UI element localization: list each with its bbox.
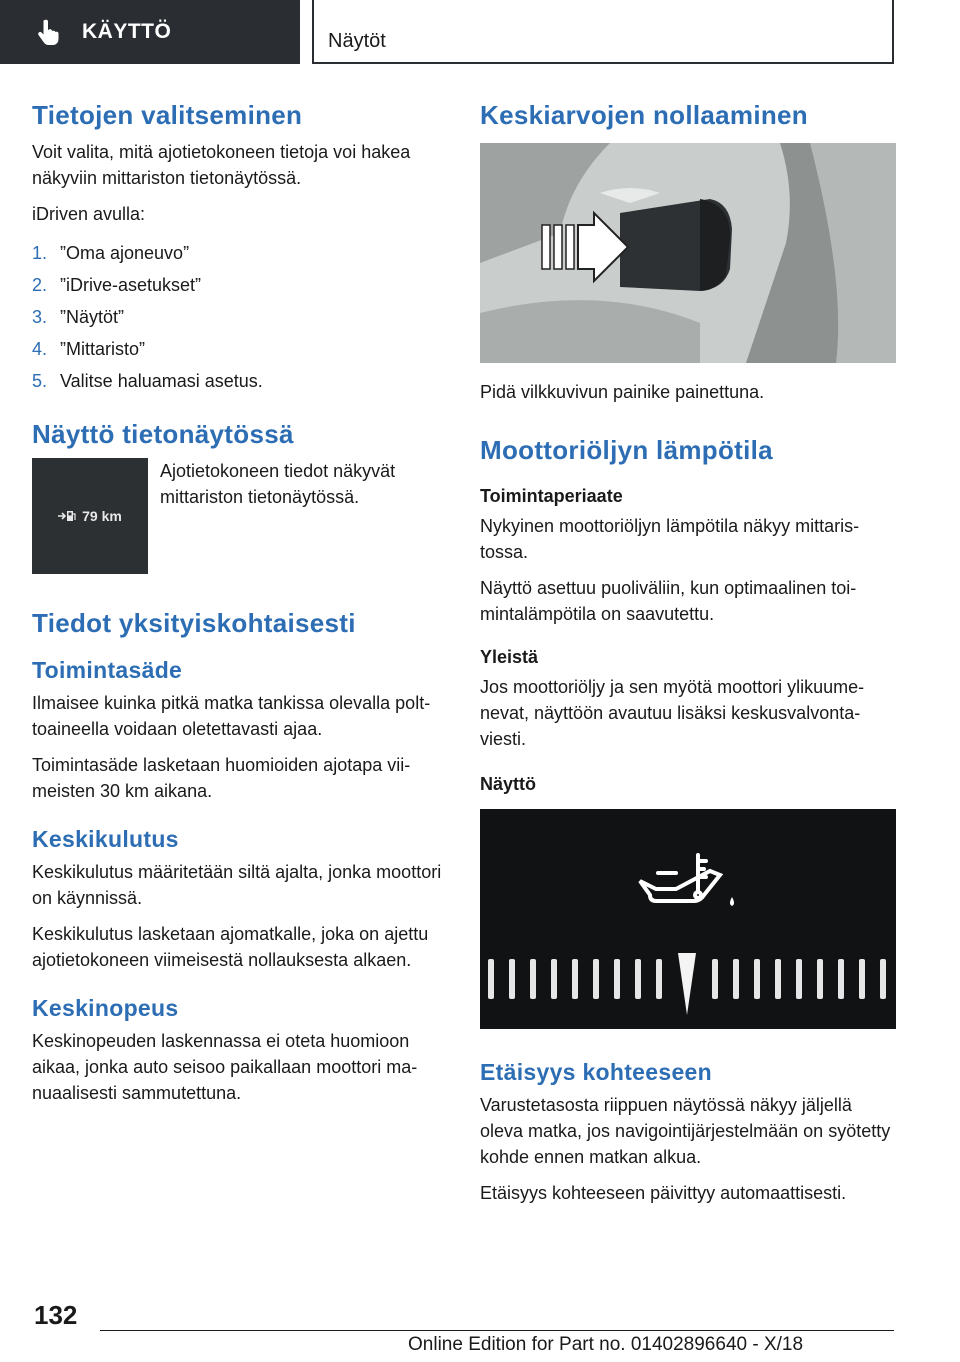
list-item <box>32 333 450 365</box>
step-number: 2. <box>32 275 48 295</box>
oil-temperature-display-figure <box>480 809 896 1029</box>
list-item <box>32 237 450 269</box>
step-text: ”iDrive-asetukset” <box>60 275 202 295</box>
minor-title-display: Näyttö <box>480 774 537 794</box>
page-number: 132 <box>34 1300 78 1330</box>
minor-title-principle: Toimintaperiaate <box>480 486 623 506</box>
step-text: ”Oma ajoneuvo” <box>60 243 190 263</box>
section-title-oil: Moottoriöljyn lämpötila <box>480 435 773 465</box>
list-item <box>32 301 450 333</box>
paragraph: Nykyinen moottoriöljyn lämpötila näkyy mittaristossa. <box>480 516 860 562</box>
list-item <box>32 269 450 301</box>
range-display-value: 79 km <box>82 508 122 524</box>
step-number: 1. <box>32 243 48 263</box>
paragraph: Ilmaisee kuinka pitkä matka tankissa olevalla polttoaineella voidaan oletettavasti ajaa. <box>32 693 431 739</box>
step-number: 4. <box>32 339 48 359</box>
edition-text: Online Edition for Part no. 01402896640 - X/18 <box>408 1334 804 1355</box>
minor-title-general: Yleistä <box>480 647 539 667</box>
paragraph: iDriven avulla: <box>32 204 146 224</box>
section-title-details: Tiedot yksityiskohtaisesti <box>32 608 356 638</box>
left-column <box>32 100 450 1116</box>
paragraph: Keskinopeuden laskennassa ei oteta huomioon aikaa, jonka auto seisoo paikallaan moottori manuaalisesti sammutettuna. <box>32 1031 418 1103</box>
section-title-reset: Keskiarvojen nollaaminen <box>480 100 808 130</box>
paragraph: Etäisyys kohteeseen päivittyy automaattisesti. <box>480 1183 847 1203</box>
steps-list <box>32 237 450 397</box>
list-item <box>32 365 450 397</box>
paragraph: Näyttö asettuu puoliväliin, kun optimaalinen toimintalämpötila on saavutettu. <box>480 578 857 624</box>
subsection-title-distance: Etäisyys kohteeseen <box>480 1059 712 1085</box>
paragraph: Toimintasäde lasketaan huomioiden ajotapa viimeisten 30 km aikana. <box>32 755 411 801</box>
step-text: Valitse haluamasi asetus. <box>60 371 263 391</box>
paragraph: Varustetasosta riippuen näytössä näkyy jäljellä oleva matka, jos navigointijärjestelmään on syötetty kohde ennen matkan alkua. <box>480 1095 891 1167</box>
subsection-title-consumption: Keskikulutus <box>32 826 179 852</box>
subsection-title-speed: Keskinopeus <box>32 995 179 1021</box>
figure-caption: Pidä vilkkuvivun painike painettuna. <box>480 382 765 402</box>
chapter-header <box>312 0 894 64</box>
paragraph: Jos moottoriöljy ja sen myötä moottori ylikuumenevat, näyttöön avautuu lisäksi keskusvalvontaviesti. <box>480 677 865 749</box>
right-column <box>480 100 896 1216</box>
footer-divider <box>100 1330 894 1331</box>
turn-signal-lever-photo <box>480 143 896 363</box>
step-number: 3. <box>32 307 48 327</box>
step-text: ”Näytöt” <box>60 307 125 327</box>
paragraph: Voit valita, mitä ajotietokoneen tietoja voi hakea näkyviin mittariston tietonäytössä. <box>32 142 411 188</box>
hand-pointer-icon <box>34 17 64 47</box>
paragraph: Keskikulutus lasketaan ajomatkalle, joka on ajettu ajotietokoneen viimeisestä nollauksesta alkaen. <box>32 924 429 970</box>
subsection-title-range: Toimintasäde <box>32 657 183 683</box>
paragraph: Ajotietokoneen tiedot näkyvät mittariston tietonäytössä. <box>160 461 396 507</box>
section-tab <box>0 0 300 64</box>
step-text: ”Mittaristo” <box>60 339 145 359</box>
display-figure-row <box>32 458 450 574</box>
section-title-display: Näyttö tietonäytössä <box>32 419 294 449</box>
step-number: 5. <box>32 371 48 391</box>
chapter-title: Näytöt <box>328 30 386 52</box>
paragraph: Keskikulutus määritetään siltä ajalta, jonka moottori on käynnissä. <box>32 862 442 908</box>
fuel-range-icon <box>58 510 76 522</box>
range-display-figure <box>32 458 148 574</box>
section-title-select: Tietojen valitseminen <box>32 100 303 130</box>
section-tab-label: KÄYTTÖ <box>82 20 172 43</box>
